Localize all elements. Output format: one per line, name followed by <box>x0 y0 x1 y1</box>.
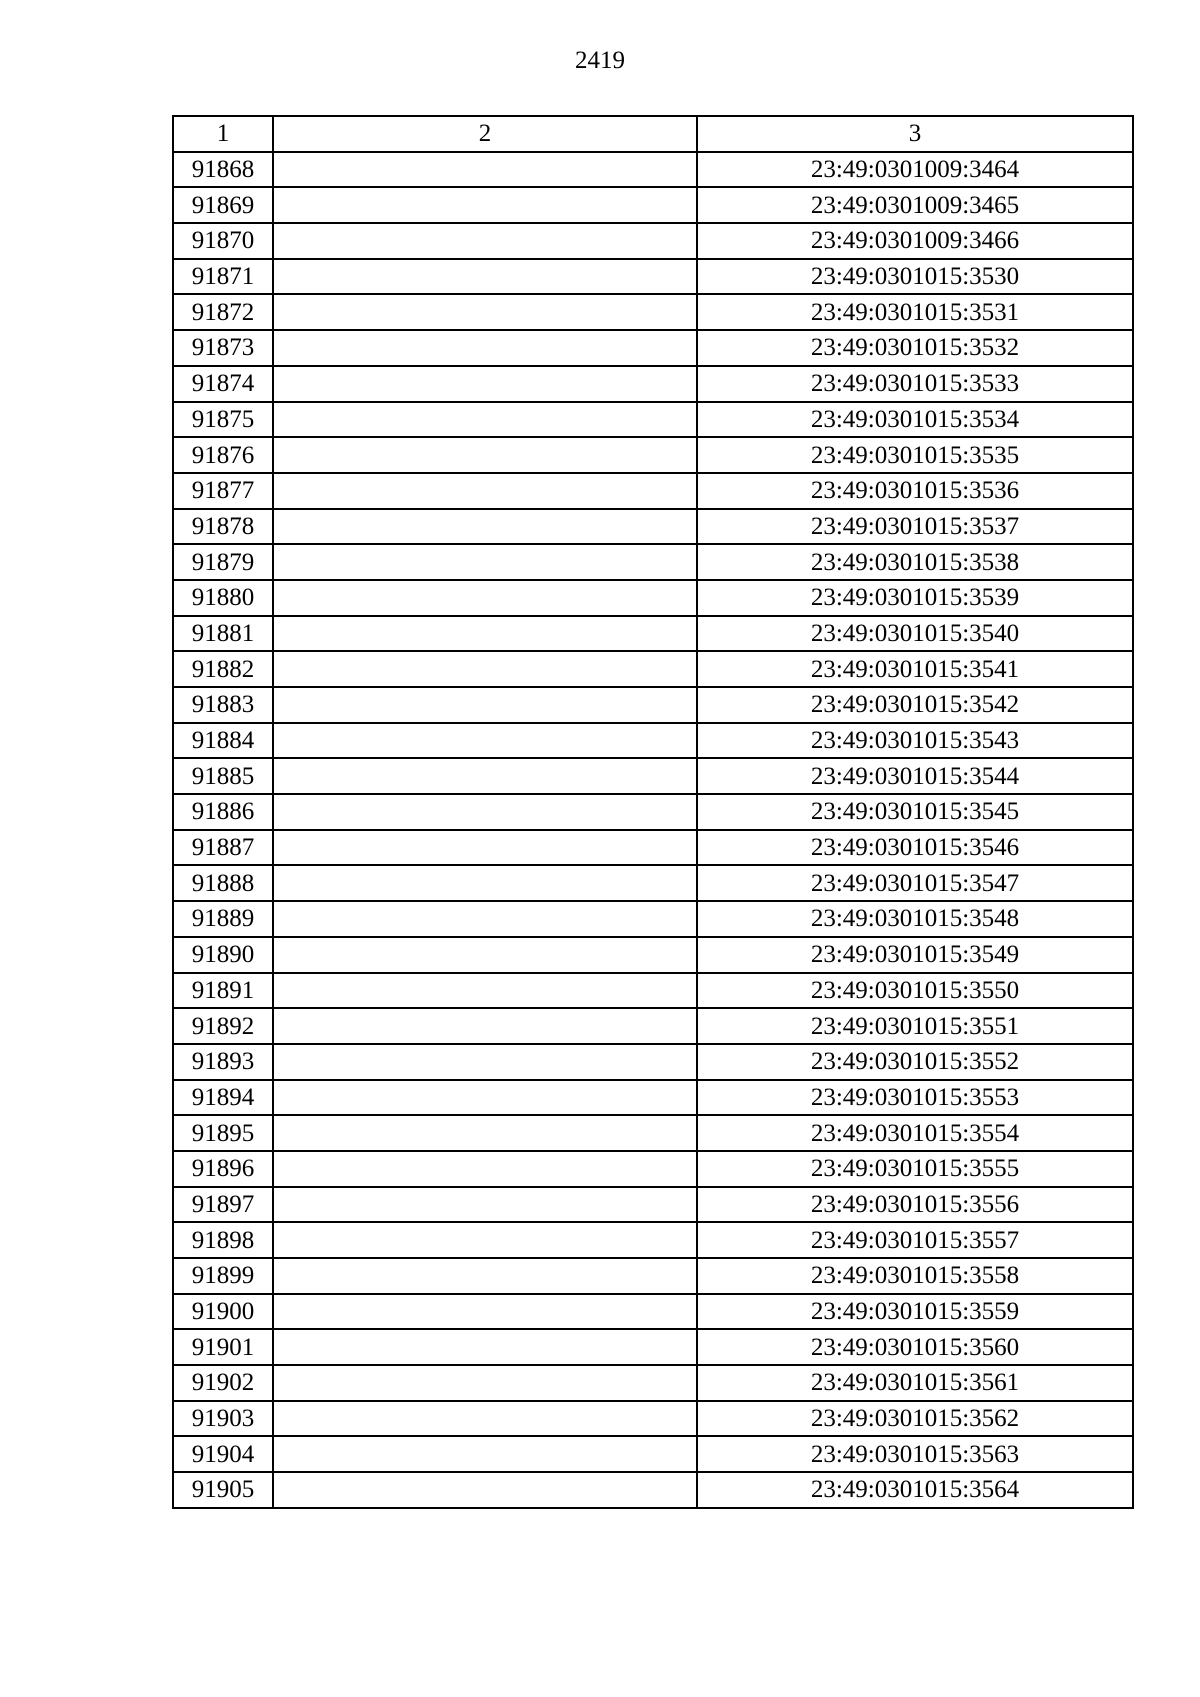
table-row <box>173 437 1133 473</box>
empty-cell <box>273 1187 697 1223</box>
table-row <box>173 1151 1133 1187</box>
cadastral-number-cell: 23:49:0301015:3541 <box>697 651 1133 687</box>
empty-cell <box>273 294 697 330</box>
cadastral-number-cell: 23:49:0301015:3531 <box>697 294 1133 330</box>
empty-cell <box>273 223 697 259</box>
cadastral-number-cell: 23:49:0301015:3532 <box>697 330 1133 366</box>
cadastral-number-cell: 23:49:0301015:3547 <box>697 865 1133 901</box>
row-number-cell: 91873 <box>173 330 273 366</box>
table-row <box>173 794 1133 830</box>
cadastral-number-cell: 23:49:0301015:3540 <box>697 616 1133 652</box>
table-row <box>173 1187 1133 1223</box>
table-row <box>173 509 1133 545</box>
row-number-cell: 91878 <box>173 509 273 545</box>
table-row <box>173 830 1133 866</box>
row-number-cell: 91876 <box>173 437 273 473</box>
table-row <box>173 402 1133 438</box>
cadastral-number-cell: 23:49:0301015:3559 <box>697 1294 1133 1330</box>
row-number-cell: 91892 <box>173 1008 273 1044</box>
table-header <box>173 116 1133 152</box>
empty-cell <box>273 330 697 366</box>
empty-cell <box>273 1365 697 1401</box>
cadastral-number-cell: 23:49:0301015:3557 <box>697 1222 1133 1258</box>
row-number-cell: 91889 <box>173 901 273 937</box>
table-row <box>173 473 1133 509</box>
cadastral-number-cell: 23:49:0301015:3554 <box>697 1115 1133 1151</box>
registry-table <box>172 115 1134 1509</box>
cadastral-number-cell: 23:49:0301015:3550 <box>697 973 1133 1009</box>
table-row <box>173 1115 1133 1151</box>
row-number-cell: 91903 <box>173 1401 273 1437</box>
empty-cell <box>273 152 697 188</box>
table-body <box>173 152 1133 1508</box>
table-row <box>173 152 1133 188</box>
row-number-cell: 91900 <box>173 1294 273 1330</box>
cadastral-number-cell: 23:49:0301009:3464 <box>697 152 1133 188</box>
empty-cell <box>273 1115 697 1151</box>
row-number-cell: 91899 <box>173 1258 273 1294</box>
cadastral-number-cell: 23:49:0301015:3562 <box>697 1401 1133 1437</box>
table-row <box>173 1080 1133 1116</box>
table-row <box>173 758 1133 794</box>
table-row <box>173 294 1133 330</box>
table-row <box>173 223 1133 259</box>
cadastral-number-cell: 23:49:0301015:3563 <box>697 1436 1133 1472</box>
empty-cell <box>273 1329 697 1365</box>
row-number-cell: 91881 <box>173 616 273 652</box>
row-number-cell: 91886 <box>173 794 273 830</box>
cadastral-number-cell: 23:49:0301009:3466 <box>697 223 1133 259</box>
empty-cell <box>273 723 697 759</box>
empty-cell <box>273 544 697 580</box>
table-row <box>173 865 1133 901</box>
row-number-cell: 91888 <box>173 865 273 901</box>
empty-cell <box>273 1044 697 1080</box>
row-number-cell: 91902 <box>173 1365 273 1401</box>
empty-cell <box>273 1258 697 1294</box>
cadastral-number-cell: 23:49:0301015:3530 <box>697 259 1133 295</box>
cadastral-number-cell: 23:49:0301015:3558 <box>697 1258 1133 1294</box>
cadastral-number-cell: 23:49:0301015:3553 <box>697 1080 1133 1116</box>
table-row <box>173 616 1133 652</box>
empty-cell <box>273 830 697 866</box>
cadastral-number-cell: 23:49:0301015:3536 <box>697 473 1133 509</box>
empty-cell <box>273 865 697 901</box>
empty-cell <box>273 651 697 687</box>
empty-cell <box>273 437 697 473</box>
table-row <box>173 651 1133 687</box>
cadastral-number-cell: 23:49:0301015:3538 <box>697 544 1133 580</box>
column-header-2: 2 <box>273 116 697 152</box>
cadastral-number-cell: 23:49:0301015:3534 <box>697 402 1133 438</box>
cadastral-number-cell: 23:49:0301015:3545 <box>697 794 1133 830</box>
cadastral-number-cell: 23:49:0301015:3544 <box>697 758 1133 794</box>
empty-cell <box>273 580 697 616</box>
table-row <box>173 580 1133 616</box>
row-number-cell: 91891 <box>173 973 273 1009</box>
row-number-cell: 91887 <box>173 830 273 866</box>
table-row <box>173 1472 1133 1508</box>
table-row <box>173 259 1133 295</box>
row-number-cell: 91904 <box>173 1436 273 1472</box>
table-row <box>173 187 1133 223</box>
cadastral-number-cell: 23:49:0301015:3533 <box>697 366 1133 402</box>
row-number-cell: 91898 <box>173 1222 273 1258</box>
cadastral-number-cell: 23:49:0301015:3539 <box>697 580 1133 616</box>
row-number-cell: 91894 <box>173 1080 273 1116</box>
table-row <box>173 330 1133 366</box>
table-row <box>173 687 1133 723</box>
row-number-cell: 91882 <box>173 651 273 687</box>
table-row <box>173 1401 1133 1437</box>
header-row <box>173 116 1133 152</box>
empty-cell <box>273 1401 697 1437</box>
row-number-cell: 91872 <box>173 294 273 330</box>
row-number-cell: 91895 <box>173 1115 273 1151</box>
row-number-cell: 91905 <box>173 1472 273 1508</box>
row-number-cell: 91890 <box>173 937 273 973</box>
table-row <box>173 544 1133 580</box>
table-row <box>173 1044 1133 1080</box>
empty-cell <box>273 1294 697 1330</box>
cadastral-number-cell: 23:49:0301015:3535 <box>697 437 1133 473</box>
empty-cell <box>273 473 697 509</box>
empty-cell <box>273 187 697 223</box>
empty-cell <box>273 973 697 1009</box>
row-number-cell: 91871 <box>173 259 273 295</box>
row-number-cell: 91880 <box>173 580 273 616</box>
table-row <box>173 1008 1133 1044</box>
cadastral-number-cell: 23:49:0301015:3543 <box>697 723 1133 759</box>
cadastral-number-cell: 23:49:0301015:3551 <box>697 1008 1133 1044</box>
empty-cell <box>273 687 697 723</box>
empty-cell <box>273 366 697 402</box>
table-row <box>173 1294 1133 1330</box>
cadastral-number-cell: 23:49:0301015:3537 <box>697 509 1133 545</box>
table-row <box>173 1329 1133 1365</box>
cadastral-number-cell: 23:49:0301015:3564 <box>697 1472 1133 1508</box>
empty-cell <box>273 901 697 937</box>
cadastral-number-cell: 23:49:0301015:3548 <box>697 901 1133 937</box>
row-number-cell: 91877 <box>173 473 273 509</box>
empty-cell <box>273 1008 697 1044</box>
empty-cell <box>273 794 697 830</box>
table-row <box>173 723 1133 759</box>
table-row <box>173 901 1133 937</box>
row-number-cell: 91874 <box>173 366 273 402</box>
empty-cell <box>273 937 697 973</box>
row-number-cell: 91897 <box>173 1187 273 1223</box>
cadastral-number-cell: 23:49:0301015:3542 <box>697 687 1133 723</box>
cadastral-number-cell: 23:49:0301015:3549 <box>697 937 1133 973</box>
empty-cell <box>273 1222 697 1258</box>
row-number-cell: 91868 <box>173 152 273 188</box>
row-number-cell: 91901 <box>173 1329 273 1365</box>
cadastral-number-cell: 23:49:0301015:3546 <box>697 830 1133 866</box>
empty-cell <box>273 616 697 652</box>
table-row <box>173 1365 1133 1401</box>
cadastral-number-cell: 23:49:0301015:3556 <box>697 1187 1133 1223</box>
row-number-cell: 91875 <box>173 402 273 438</box>
table-row <box>173 937 1133 973</box>
row-number-cell: 91869 <box>173 187 273 223</box>
page-number: 2419 <box>575 47 625 74</box>
row-number-cell: 91885 <box>173 758 273 794</box>
column-header-1: 1 <box>173 116 273 152</box>
empty-cell <box>273 259 697 295</box>
empty-cell <box>273 402 697 438</box>
table-row <box>173 1436 1133 1472</box>
table-row <box>173 1222 1133 1258</box>
cadastral-number-cell: 23:49:0301015:3555 <box>697 1151 1133 1187</box>
cadastral-number-cell: 23:49:0301009:3465 <box>697 187 1133 223</box>
empty-cell <box>273 1436 697 1472</box>
empty-cell <box>273 1080 697 1116</box>
table-row <box>173 366 1133 402</box>
empty-cell <box>273 1151 697 1187</box>
column-header-3: 3 <box>697 116 1133 152</box>
cadastral-number-cell: 23:49:0301015:3560 <box>697 1329 1133 1365</box>
row-number-cell: 91870 <box>173 223 273 259</box>
row-number-cell: 91879 <box>173 544 273 580</box>
cadastral-number-cell: 23:49:0301015:3561 <box>697 1365 1133 1401</box>
row-number-cell: 91893 <box>173 1044 273 1080</box>
empty-cell <box>273 1472 697 1508</box>
row-number-cell: 91884 <box>173 723 273 759</box>
empty-cell <box>273 509 697 545</box>
table-row <box>173 973 1133 1009</box>
empty-cell <box>273 758 697 794</box>
cadastral-number-cell: 23:49:0301015:3552 <box>697 1044 1133 1080</box>
row-number-cell: 91883 <box>173 687 273 723</box>
table-row <box>173 1258 1133 1294</box>
row-number-cell: 91896 <box>173 1151 273 1187</box>
